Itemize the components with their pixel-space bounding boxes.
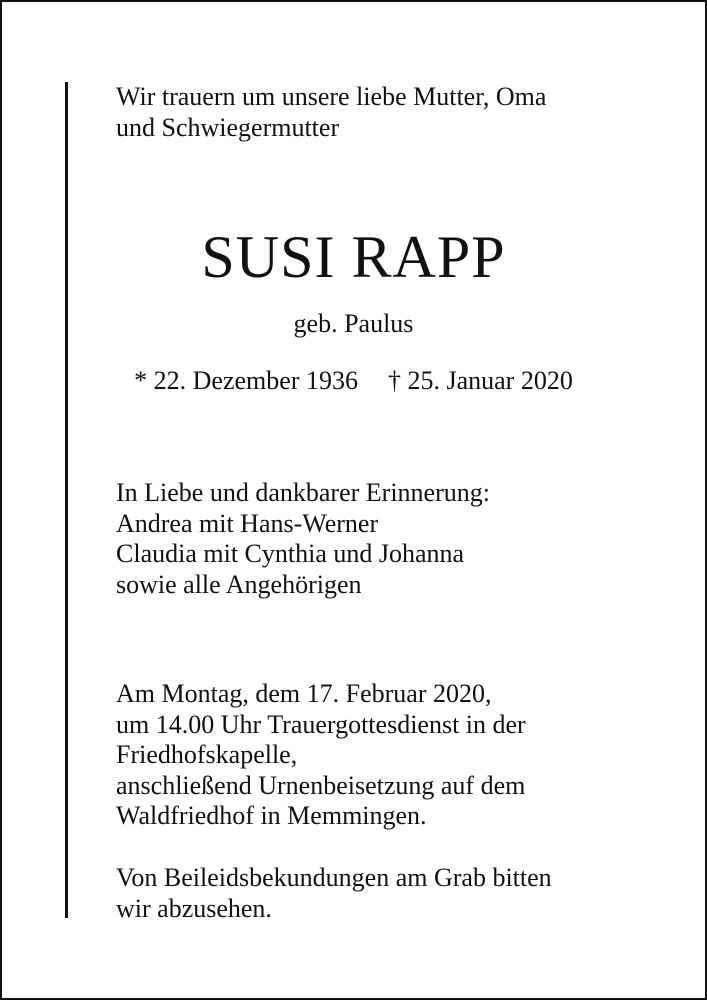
request-line: wir abzusehen. — [116, 893, 272, 923]
life-dates — [0, 366, 707, 396]
family-line: Claudia mit Cynthia und Johanna — [116, 539, 465, 568]
intro-line: und Schwiegermutter — [116, 112, 340, 142]
service-line: Friedhofskapelle, — [116, 740, 298, 769]
service-line: Am Montag, dem 17. Februar 2020, — [116, 679, 492, 708]
request-line: Von Beileidsbekundungen am Grab bitten — [116, 863, 552, 892]
birth-date: * 22. Dezember 1936 — [134, 366, 358, 395]
birth-name: geb. Paulus — [293, 309, 414, 338]
family-line: In Liebe und dankbarer Erinnerung: — [116, 478, 490, 507]
intro-text — [116, 82, 546, 143]
service-info — [116, 679, 526, 832]
service-line: Waldfriedhof in Memmingen. — [116, 801, 427, 830]
intro-line: Wir trauern um unsere liebe Mutter, Oma — [116, 82, 547, 111]
family-signature — [116, 478, 490, 600]
service-line: anschließend Urnenbeisetzung auf dem — [116, 770, 526, 800]
vertical-rule — [65, 82, 68, 918]
family-line: sowie alle Angehörigen — [116, 569, 362, 599]
family-line: Andrea mit Hans-Werner — [116, 508, 379, 538]
deceased-name: SUSI RAPP — [201, 224, 506, 290]
condolence-request — [116, 863, 552, 924]
service-line: um 14.00 Uhr Trauergottesdienst in der — [116, 709, 526, 739]
death-date: † 25. Januar 2020 — [387, 366, 573, 395]
